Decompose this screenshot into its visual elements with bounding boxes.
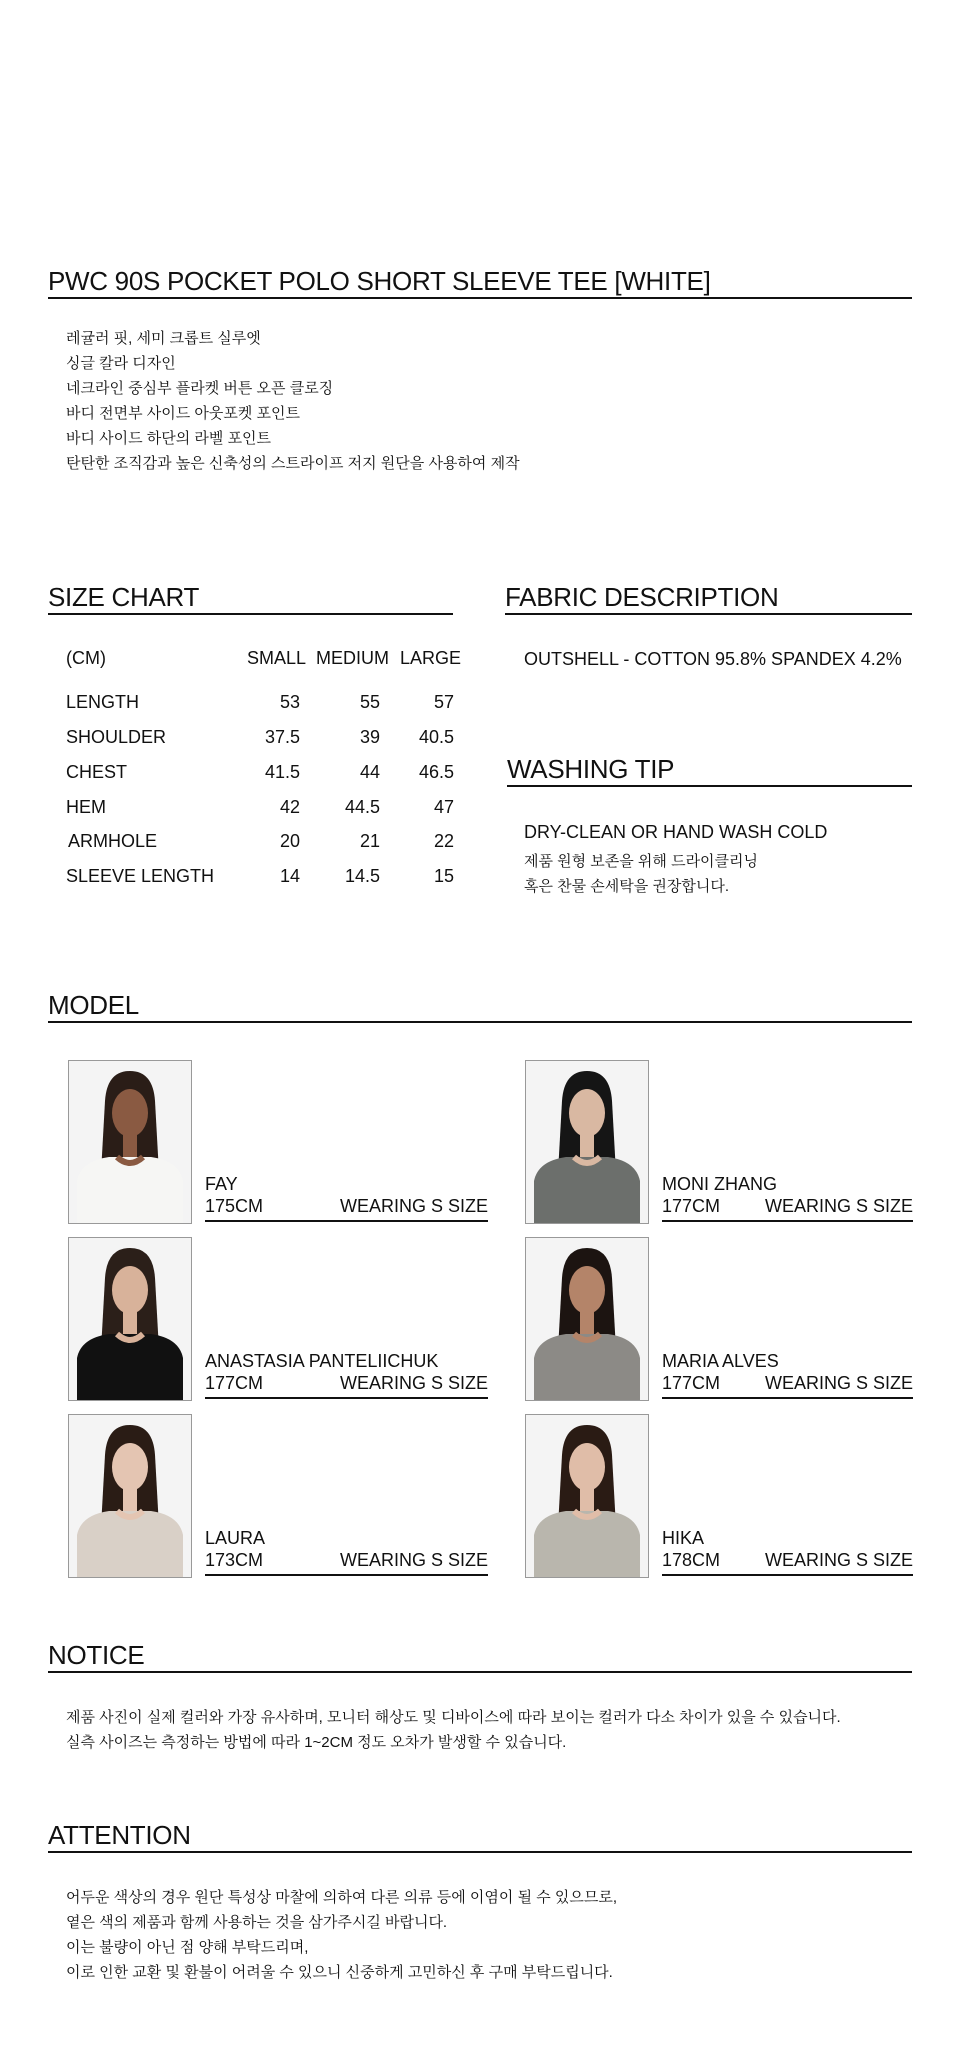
size-row-label: SLEEVE LENGTH — [66, 866, 215, 886]
size-chart-rule — [48, 613, 453, 615]
model-portrait — [526, 1061, 648, 1223]
model-photo — [68, 1237, 192, 1401]
model-divider — [662, 1574, 913, 1576]
size-value-large: 47 — [433, 797, 454, 817]
face-shape — [569, 1089, 605, 1137]
notice-line: 실측 사이즈는 측정하는 방법에 따라 1~2CM 정도 오차가 발생할 수 있습니다. — [66, 1734, 567, 1751]
size-row-label: ARMHOLE — [68, 831, 158, 851]
model-portrait — [69, 1238, 191, 1400]
description-line: 바디 전면부 사이드 아웃포켓 포인트 — [66, 405, 301, 422]
attention-line: 어두운 색상의 경우 원단 특성상 마찰에 의하여 다른 의류 등에 이염이 될 수 있으므로, — [66, 1889, 618, 1906]
size-row-label: LENGTH — [66, 692, 140, 712]
model-rule — [48, 1021, 912, 1023]
size-row-sleeve-length — [0, 866, 460, 890]
washing-main: DRY-CLEAN OR HAND WASH COLD — [524, 822, 828, 842]
model-name: LAURA — [205, 1528, 266, 1548]
model-divider — [205, 1397, 488, 1399]
model-divider — [205, 1574, 488, 1576]
washing-line: 제품 원형 보존을 위해 드라이클리닝 — [524, 853, 759, 870]
model-card-maria-alves — [525, 1237, 913, 1403]
size-value-medium: 21 — [359, 831, 380, 851]
model-photo — [68, 1060, 192, 1224]
shirt-shape — [77, 1157, 183, 1223]
size-value-small: 20 — [279, 831, 300, 851]
model-portrait — [69, 1061, 191, 1223]
model-height: 178CM — [662, 1550, 721, 1570]
size-column-medium: MEDIUM — [316, 648, 389, 668]
description-line: 레귤러 핏, 세미 크롭트 실루엣 — [66, 330, 261, 347]
description-line: 싱글 칼라 디자인 — [66, 355, 176, 372]
model-height: 175CM — [205, 1196, 264, 1216]
model-name: MONI ZHANG — [662, 1174, 777, 1194]
model-height: 177CM — [205, 1373, 264, 1393]
fabric-text: OUTSHELL - COTTON 95.8% SPANDEX 4.2% — [524, 649, 902, 669]
face-shape — [112, 1089, 148, 1137]
notice-rule — [48, 1671, 912, 1673]
size-value-small: 37.5 — [264, 727, 300, 747]
model-height: 177CM — [662, 1373, 721, 1393]
shirt-shape — [534, 1157, 640, 1223]
model-name: ANASTASIA PANTELIICHUK — [205, 1351, 439, 1371]
model-wearing: WEARING S SIZE — [764, 1550, 913, 1570]
face-shape — [569, 1443, 605, 1491]
size-column-large: LARGE — [400, 648, 462, 668]
size-row-length — [0, 692, 460, 716]
size-value-small: 14 — [279, 866, 300, 886]
size-value-medium: 44.5 — [344, 797, 380, 817]
model-photo — [525, 1060, 649, 1224]
attention-line: 이로 인한 교환 및 환불이 어려울 수 있으니 신중하게 고민하신 후 구매 부탁드립니다. — [66, 1964, 613, 1981]
shirt-shape — [77, 1334, 183, 1400]
size-column-small: SMALL — [247, 648, 307, 668]
model-divider — [205, 1220, 488, 1222]
size-value-medium: 14.5 — [344, 866, 380, 886]
model-card-moni-zhang — [525, 1060, 913, 1226]
size-value-large: 57 — [433, 692, 454, 712]
size-value-large: 46.5 — [418, 762, 454, 782]
model-divider — [662, 1220, 913, 1222]
model-name: HIKA — [662, 1528, 705, 1548]
attention-rule — [48, 1851, 912, 1853]
model-card-fay — [68, 1060, 488, 1226]
model-portrait — [526, 1238, 648, 1400]
face-shape — [112, 1266, 148, 1314]
size-row-label: SHOULDER — [66, 727, 167, 747]
model-photo — [525, 1414, 649, 1578]
attention-line: 옅은 색의 제품과 함께 사용하는 것을 삼가주시길 바랍니다. — [66, 1914, 448, 1931]
size-value-medium: 55 — [359, 692, 380, 712]
size-value-large: 40.5 — [418, 727, 454, 747]
model-height: 173CM — [205, 1550, 264, 1570]
fabric-title: FABRIC DESCRIPTION — [505, 582, 779, 612]
model-photo — [525, 1237, 649, 1401]
size-row-armhole — [0, 831, 460, 855]
model-wearing: WEARING S SIZE — [339, 1550, 488, 1570]
size-row-label: CHEST — [66, 762, 128, 782]
shirt-shape — [77, 1511, 183, 1577]
model-name: MARIA ALVES — [662, 1351, 779, 1371]
model-wearing: WEARING S SIZE — [339, 1373, 488, 1393]
notice-line: 제품 사진이 실제 컬러와 가장 유사하며, 모니터 해상도 및 디바이스에 따라 보이는 컬러가 다소 차이가 있을 수 있습니다. — [66, 1709, 841, 1726]
model-card-anastasia-panteliichuk — [68, 1237, 488, 1403]
description-line: 탄탄한 조직감과 높은 신축성의 스트라이프 저지 원단을 사용하여 제작 — [66, 455, 520, 472]
size-value-small: 41.5 — [264, 762, 300, 782]
description-line: 바디 사이드 하단의 라벨 포인트 — [66, 430, 272, 447]
product-title: PWC 90S POCKET POLO SHORT SLEEVE TEE [WHITE] — [48, 266, 711, 296]
size-value-medium: 44 — [359, 762, 380, 782]
size-value-small: 53 — [279, 692, 300, 712]
size-value-medium: 39 — [359, 727, 380, 747]
size-row-chest — [0, 762, 460, 786]
size-value-large: 15 — [433, 866, 454, 886]
size-chart-unit: (CM) — [66, 648, 106, 668]
attention-line: 이는 불량이 아닌 점 양해 부탁드리며, — [66, 1939, 309, 1956]
size-value-small: 42 — [279, 797, 300, 817]
model-portrait — [69, 1415, 191, 1577]
description-line: 네크라인 중심부 플라켓 버튼 오픈 클로징 — [66, 380, 334, 397]
size-row-label: HEM — [66, 797, 106, 817]
face-shape — [569, 1266, 605, 1314]
attention-title: ATTENTION — [48, 1820, 191, 1850]
shirt-shape — [534, 1334, 640, 1400]
size-chart-title: SIZE CHART — [48, 582, 200, 612]
model-photo — [68, 1414, 192, 1578]
model-card-laura — [68, 1414, 488, 1580]
shirt-shape — [534, 1511, 640, 1577]
size-value-large: 22 — [433, 831, 454, 851]
model-portrait — [526, 1415, 648, 1577]
fabric-rule — [505, 613, 912, 615]
face-shape — [112, 1443, 148, 1491]
washing-line: 혹은 찬물 손세탁을 권장합니다. — [524, 878, 730, 895]
notice-title: NOTICE — [48, 1640, 145, 1670]
model-title: MODEL — [48, 990, 139, 1020]
washing-rule — [507, 785, 912, 787]
washing-title: WASHING TIP — [507, 754, 675, 784]
size-row-hem — [0, 797, 460, 821]
model-name: FAY — [205, 1174, 238, 1194]
model-card-hika — [525, 1414, 913, 1580]
model-divider — [662, 1397, 913, 1399]
product-title-rule — [48, 297, 912, 299]
model-wearing: WEARING S SIZE — [339, 1196, 488, 1216]
model-height: 177CM — [662, 1196, 721, 1216]
model-wearing: WEARING S SIZE — [764, 1196, 913, 1216]
model-wearing: WEARING S SIZE — [764, 1373, 913, 1393]
size-row-shoulder — [0, 727, 460, 751]
